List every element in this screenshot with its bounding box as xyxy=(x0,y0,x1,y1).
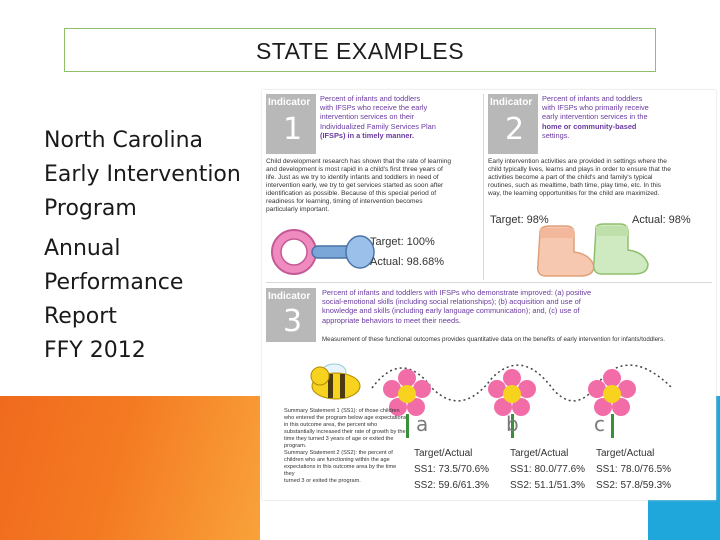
rattle-icon xyxy=(268,222,378,280)
heading-line: with IFSPs who primarily receive xyxy=(542,103,649,113)
outcome-a-header: Target/Actual xyxy=(414,448,473,459)
heading-line: (IFSPs) in a timely manner. xyxy=(320,130,415,140)
indicator-2-heading xyxy=(542,94,714,140)
outcome-b-header: Target/Actual xyxy=(510,448,569,459)
body-line: life. Just as we try to identify infants and toddlers in need of xyxy=(266,174,439,181)
indicator-number: 3 xyxy=(283,304,303,339)
summary-line: substantially increased their rate of growth by the xyxy=(284,429,406,435)
left-text-line: Program xyxy=(44,196,137,221)
indicator-2-actual: Actual: 98% xyxy=(632,214,691,226)
outcome-b-ss2: SS2: 51.1/51.3% xyxy=(510,480,586,491)
summary-line: who entered the program below age expectations xyxy=(284,415,407,421)
indicator-infographic xyxy=(262,90,716,500)
panel-divider xyxy=(483,94,484,280)
summary-line: children who are functioning within the age xyxy=(284,457,390,463)
indicator-label: Indicator xyxy=(268,97,311,108)
outcome-letter-b: b xyxy=(506,412,519,436)
indicator-1-target: Target: 100% xyxy=(370,236,435,248)
summary-line: program. xyxy=(284,443,307,449)
outcome-letter-c: c xyxy=(594,412,605,436)
heading-line: social-emotional skills (including social relationships); (b) acquisition and use of xyxy=(322,297,581,307)
body-line: and development is most rapid in a child's first three years of xyxy=(266,166,443,173)
outcome-c-ss2: SS2: 57.8/59.3% xyxy=(596,480,672,491)
summary-line: expectations in this outcome area by the time they xyxy=(284,464,397,477)
left-text-line: Performance xyxy=(44,270,184,295)
heading-line: Percent of infants and toddlers xyxy=(320,94,421,103)
heading-line: Individualized Family Services Plan xyxy=(320,121,436,131)
heading-line: Percent of infants and toddlers xyxy=(542,94,643,103)
heading-line: knowledge and skills (including early language communication); and, (c) use of xyxy=(322,306,580,316)
indicator-label: Indicator xyxy=(490,97,533,108)
indicator-label: Indicator xyxy=(268,291,311,302)
left-text-line: FFY 2012 xyxy=(44,338,146,363)
indicator-1-body xyxy=(266,158,481,214)
indicator-1-heading xyxy=(320,94,480,140)
body-line: readiness for learning, timing of intervention becomes xyxy=(266,198,423,205)
indicator-3-heading xyxy=(322,288,712,325)
body-line: intervention early, we try to get services started as soon after xyxy=(266,182,444,189)
outcome-b-ss1: SS1: 80.0/77.6% xyxy=(510,464,586,475)
body-line: activities become a part of the child's and family's typical xyxy=(488,174,653,181)
indicator-2-target: Target: 98% xyxy=(490,214,549,226)
indicator-3-badge xyxy=(266,288,316,342)
heading-line: with IFSPs who receive the early xyxy=(320,103,428,113)
heading-line: early intervention services in the xyxy=(542,112,648,122)
body-line: way, the learning opportunities for the child are maximized. xyxy=(488,190,660,197)
outcome-c-header: Target/Actual xyxy=(596,448,655,459)
indicator-number: 2 xyxy=(505,112,525,147)
body-line: child typically lives, learns and plays in order to ensure that the xyxy=(488,166,671,173)
heading-line: home or community-based xyxy=(542,121,637,131)
indicator-1-actual: Actual: 98.68% xyxy=(370,256,444,268)
orange-decor-band xyxy=(0,396,260,540)
summary-line: time they turned 3 years of age or exited the xyxy=(284,436,394,442)
outcome-a-ss1: SS1: 73.5/70.6% xyxy=(414,464,490,475)
heading-line: intervention services on their xyxy=(320,112,415,122)
body-line: routines, such as mealtime, bath time, play time, etc. In this xyxy=(488,182,661,189)
heading-line: settings. xyxy=(542,130,570,140)
indicator-2-body xyxy=(488,158,712,198)
panel-divider xyxy=(266,282,712,283)
summary-statements xyxy=(284,408,408,485)
indicator-2-badge xyxy=(488,94,538,154)
body-line: Early intervention activities are provided in settings where the xyxy=(488,158,667,165)
indicator-number: 1 xyxy=(283,112,303,147)
heading-line: Percent of infants and toddlers with IFSPs who demonstrate improved: (a) positive xyxy=(322,288,592,297)
summary-line: Summary Statement 1 (SS1): of those children xyxy=(284,408,400,414)
indicator-3-measurement: Measurement of these functional outcomes provides quantitative data on the benefits of early intervention for infants/toddlers. xyxy=(322,336,665,343)
indicator-1-badge xyxy=(266,94,316,154)
slide-title: STATE EXAMPLES xyxy=(255,38,465,64)
left-text-line: Annual xyxy=(44,236,121,261)
left-text-line: North Carolina xyxy=(44,128,204,153)
summary-line: turned 3 or exited the program. xyxy=(284,478,361,484)
body-line: identification as possible. Because of this special period of xyxy=(266,190,437,197)
summary-line: Summary Statement 2 (SS2): the percent of xyxy=(284,450,393,456)
left-text-line: Report xyxy=(44,304,117,329)
heading-line: appropriate behaviors to meet their needs. xyxy=(322,315,461,325)
outcome-letter-a: a xyxy=(416,412,429,436)
outcome-a-ss2: SS2: 59.6/61.3% xyxy=(414,480,490,491)
body-line: Child development research has shown that the rate of learning xyxy=(266,158,452,165)
body-line: particularly important. xyxy=(266,206,330,213)
baby-booties-icon xyxy=(532,222,652,280)
outcome-c-ss1: SS1: 78.0/76.5% xyxy=(596,464,672,475)
summary-line: in this outcome area, the percent who xyxy=(284,422,378,428)
left-text-line: Early Intervention xyxy=(44,162,241,187)
